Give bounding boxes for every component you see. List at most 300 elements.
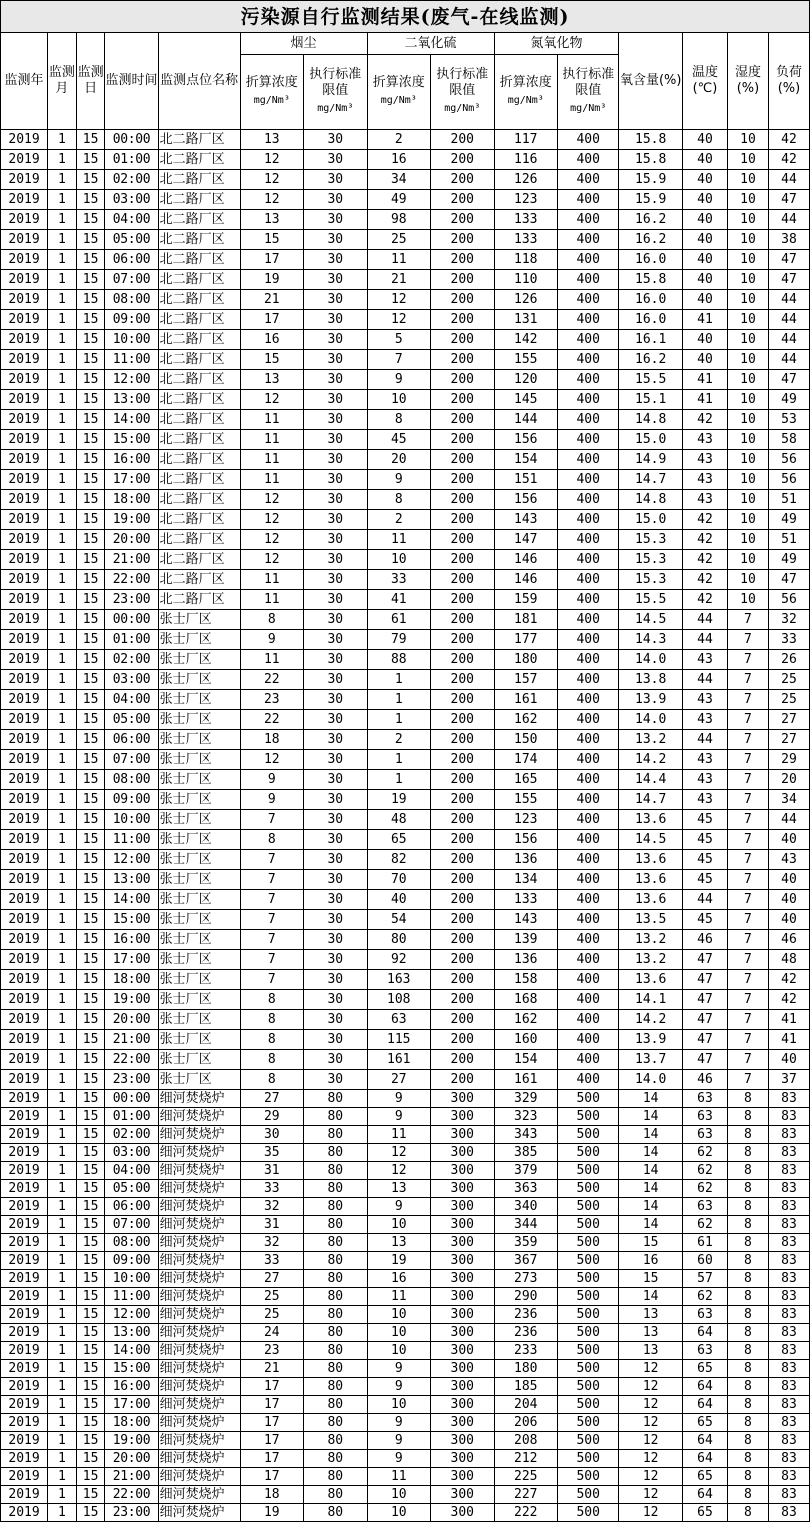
cell-temp: 43 [682,690,727,710]
cell-load: 42 [768,150,809,170]
cell-dust-conc: 31 [240,1216,303,1234]
cell-dust-conc: 27 [240,1090,303,1108]
header-row-groups [1,33,810,55]
cell-year: 2019 [1,510,48,530]
cell-load: 40 [768,830,809,850]
cell-nox-conc: 155 [494,350,557,370]
cell-load: 27 [768,730,809,750]
cell-month: 1 [48,270,77,290]
table-row [1,770,810,790]
cell-load: 29 [768,750,809,770]
cell-so2-conc: 12 [367,310,430,330]
cell-nox-conc: 208 [494,1432,557,1450]
cell-time: 01:00 [105,150,158,170]
cell-site: 张士厂区 [158,830,240,850]
cell-load: 48 [768,950,809,970]
cell-so2-conc: 19 [367,1252,430,1270]
cell-site: 细河焚烧炉 [158,1504,240,1522]
cell-so2-limit: 200 [431,930,495,950]
cell-time: 14:00 [105,890,158,910]
cell-time: 14:00 [105,1342,158,1360]
cell-nox-conc: 117 [494,130,557,150]
header-nox-conc-label: 折算浓度 [499,75,552,90]
cell-so2-conc: 10 [367,1306,430,1324]
table-row [1,250,810,270]
cell-humidity: 7 [727,770,768,790]
cell-temp: 40 [682,290,727,310]
header-group-dust: 烟尘 [240,33,367,55]
cell-time: 19:00 [105,1432,158,1450]
cell-time: 22:00 [105,1050,158,1070]
cell-temp: 42 [682,570,727,590]
cell-nox-conc: 145 [494,390,557,410]
header-time: 监测时间 [105,33,158,130]
cell-humidity: 10 [727,590,768,610]
cell-oxygen: 15.5 [619,590,682,610]
cell-nox-limit: 400 [558,230,619,250]
cell-dust-conc: 21 [240,1360,303,1378]
cell-dust-limit: 30 [304,650,368,670]
cell-nox-limit: 400 [558,350,619,370]
cell-humidity: 10 [727,530,768,550]
cell-oxygen: 15.0 [619,430,682,450]
table-row [1,1432,810,1450]
cell-oxygen: 13.2 [619,930,682,950]
cell-month: 1 [48,1306,77,1324]
cell-so2-conc: 12 [367,1144,430,1162]
cell-nox-limit: 400 [558,150,619,170]
table-row [1,870,810,890]
cell-site: 张士厂区 [158,990,240,1010]
cell-month: 1 [48,630,77,650]
header-temp: 温度(℃) [682,33,727,130]
cell-oxygen: 13.2 [619,730,682,750]
cell-year: 2019 [1,590,48,610]
cell-site: 北二路厂区 [158,190,240,210]
cell-time: 19:00 [105,510,158,530]
cell-load: 25 [768,670,809,690]
cell-dust-conc: 12 [240,510,303,530]
cell-dust-limit: 30 [304,570,368,590]
table-row [1,450,810,470]
cell-site: 细河焚烧炉 [158,1432,240,1450]
table-row [1,1378,810,1396]
cell-dust-conc: 32 [240,1234,303,1252]
cell-site: 细河焚烧炉 [158,1414,240,1432]
cell-humidity: 8 [727,1414,768,1432]
cell-temp: 40 [682,270,727,290]
cell-month: 1 [48,1180,77,1198]
cell-month: 1 [48,1378,77,1396]
cell-dust-limit: 30 [304,910,368,930]
cell-temp: 45 [682,850,727,870]
cell-day: 15 [76,850,105,870]
header-so2-limit-unit: mg/Nm³ [444,103,481,114]
cell-month: 1 [48,890,77,910]
cell-day: 15 [76,1504,105,1522]
cell-dust-conc: 17 [240,310,303,330]
cell-dust-limit: 30 [304,470,368,490]
cell-nox-conc: 150 [494,730,557,750]
cell-dust-limit: 30 [304,150,368,170]
cell-humidity: 8 [727,1162,768,1180]
cell-site: 细河焚烧炉 [158,1468,240,1486]
cell-dust-conc: 8 [240,990,303,1010]
cell-load: 56 [768,590,809,610]
header-so2-conc-label: 折算浓度 [372,75,425,90]
cell-time: 13:00 [105,1324,158,1342]
cell-so2-conc: 80 [367,930,430,950]
cell-humidity: 10 [727,430,768,450]
cell-temp: 40 [682,170,727,190]
cell-nox-limit: 400 [558,990,619,1010]
cell-year: 2019 [1,1450,48,1468]
cell-nox-limit: 400 [558,1010,619,1030]
cell-month: 1 [48,670,77,690]
table-row [1,710,810,730]
cell-time: 00:00 [105,1090,158,1108]
cell-time: 09:00 [105,1252,158,1270]
table-row [1,1252,810,1270]
cell-dust-conc: 12 [240,150,303,170]
cell-day: 15 [76,350,105,370]
table-row [1,1486,810,1504]
cell-load: 47 [768,250,809,270]
cell-site: 张士厂区 [158,1030,240,1050]
cell-month: 1 [48,1252,77,1270]
cell-nox-conc: 154 [494,450,557,470]
cell-site: 张士厂区 [158,730,240,750]
header-so2-limit-label: 执行标准限值 [436,67,489,98]
cell-day: 15 [76,830,105,850]
cell-temp: 65 [682,1504,727,1522]
cell-month: 1 [48,410,77,430]
table-row [1,210,810,230]
cell-humidity: 8 [727,1360,768,1378]
cell-temp: 40 [682,350,727,370]
cell-oxygen: 12 [619,1360,682,1378]
cell-load: 83 [768,1414,809,1432]
cell-nox-conc: 161 [494,1070,557,1090]
cell-dust-conc: 22 [240,670,303,690]
cell-nox-conc: 126 [494,170,557,190]
cell-year: 2019 [1,1162,48,1180]
cell-dust-limit: 80 [304,1288,368,1306]
cell-oxygen: 13 [619,1306,682,1324]
cell-dust-limit: 30 [304,930,368,950]
cell-year: 2019 [1,370,48,390]
cell-humidity: 10 [727,270,768,290]
cell-load: 42 [768,970,809,990]
table-row [1,330,810,350]
cell-site: 细河焚烧炉 [158,1108,240,1126]
cell-day: 15 [76,970,105,990]
cell-site: 北二路厂区 [158,590,240,610]
cell-site: 北二路厂区 [158,570,240,590]
cell-time: 10:00 [105,330,158,350]
cell-temp: 47 [682,970,727,990]
cell-so2-limit: 200 [431,370,495,390]
cell-time: 10:00 [105,1270,158,1288]
cell-dust-conc: 7 [240,850,303,870]
cell-dust-conc: 17 [240,250,303,270]
cell-month: 1 [48,850,77,870]
cell-month: 1 [48,590,77,610]
cell-temp: 43 [682,770,727,790]
cell-so2-limit: 200 [431,250,495,270]
table-row [1,990,810,1010]
cell-load: 83 [768,1108,809,1126]
cell-month: 1 [48,570,77,590]
cell-dust-conc: 11 [240,570,303,590]
cell-so2-limit: 200 [431,190,495,210]
cell-humidity: 7 [727,1050,768,1070]
cell-nox-limit: 400 [558,250,619,270]
cell-day: 15 [76,530,105,550]
cell-dust-conc: 17 [240,1378,303,1396]
cell-so2-conc: 12 [367,290,430,310]
cell-month: 1 [48,1216,77,1234]
cell-dust-limit: 30 [304,390,368,410]
cell-dust-limit: 80 [304,1396,368,1414]
cell-so2-limit: 300 [431,1360,495,1378]
cell-day: 15 [76,1090,105,1108]
cell-site: 细河焚烧炉 [158,1180,240,1198]
cell-oxygen: 16.2 [619,350,682,370]
cell-temp: 62 [682,1288,727,1306]
cell-temp: 65 [682,1414,727,1432]
cell-oxygen: 15.3 [619,550,682,570]
cell-time: 08:00 [105,1234,158,1252]
cell-site: 北二路厂区 [158,130,240,150]
cell-load: 32 [768,610,809,630]
cell-dust-conc: 12 [240,530,303,550]
cell-oxygen: 13.9 [619,1030,682,1050]
cell-dust-limit: 80 [304,1162,368,1180]
table-row [1,1234,810,1252]
cell-oxygen: 16.0 [619,310,682,330]
cell-oxygen: 14.0 [619,1070,682,1090]
cell-oxygen: 15.8 [619,130,682,150]
cell-nox-limit: 500 [558,1306,619,1324]
table-row [1,570,810,590]
cell-so2-conc: 115 [367,1030,430,1050]
cell-day: 15 [76,430,105,450]
cell-site: 北二路厂区 [158,410,240,430]
cell-so2-conc: 16 [367,1270,430,1288]
cell-so2-limit: 200 [431,790,495,810]
cell-so2-limit: 300 [431,1090,495,1108]
header-nox-limit [558,55,619,130]
cell-so2-conc: 9 [367,1108,430,1126]
cell-so2-conc: 1 [367,770,430,790]
cell-load: 83 [768,1162,809,1180]
cell-year: 2019 [1,750,48,770]
cell-load: 83 [768,1486,809,1504]
cell-day: 15 [76,630,105,650]
cell-time: 05:00 [105,230,158,250]
cell-day: 15 [76,1306,105,1324]
cell-nox-limit: 500 [558,1108,619,1126]
cell-oxygen: 14 [619,1108,682,1126]
cell-nox-limit: 500 [558,1180,619,1198]
cell-nox-conc: 180 [494,650,557,670]
cell-dust-limit: 30 [304,770,368,790]
cell-oxygen: 15.9 [619,170,682,190]
cell-year: 2019 [1,610,48,630]
cell-day: 15 [76,1468,105,1486]
cell-oxygen: 12 [619,1396,682,1414]
cell-temp: 64 [682,1396,727,1414]
cell-month: 1 [48,1432,77,1450]
cell-humidity: 10 [727,130,768,150]
cell-site: 北二路厂区 [158,530,240,550]
cell-temp: 43 [682,450,727,470]
table-row [1,730,810,750]
cell-dust-conc: 12 [240,190,303,210]
cell-humidity: 7 [727,1030,768,1050]
cell-so2-conc: 11 [367,1126,430,1144]
cell-nox-limit: 400 [558,710,619,730]
cell-so2-conc: 63 [367,1010,430,1030]
table-row [1,1070,810,1090]
table-row [1,1144,810,1162]
cell-year: 2019 [1,1180,48,1198]
cell-day: 15 [76,1126,105,1144]
cell-dust-limit: 30 [304,550,368,570]
cell-oxygen: 15.8 [619,150,682,170]
cell-site: 北二路厂区 [158,230,240,250]
cell-dust-limit: 80 [304,1216,368,1234]
cell-humidity: 10 [727,290,768,310]
cell-dust-conc: 11 [240,430,303,450]
cell-nox-limit: 400 [558,730,619,750]
table-row [1,610,810,630]
cell-dust-limit: 30 [304,370,368,390]
cell-nox-limit: 400 [558,570,619,590]
cell-so2-limit: 300 [431,1144,495,1162]
cell-time: 07:00 [105,270,158,290]
cell-so2-limit: 200 [431,330,495,350]
cell-load: 42 [768,990,809,1010]
cell-load: 83 [768,1252,809,1270]
cell-load: 83 [768,1198,809,1216]
cell-time: 19:00 [105,990,158,1010]
cell-load: 49 [768,510,809,530]
table-row [1,670,810,690]
cell-so2-limit: 200 [431,130,495,150]
header-group-so2: 二氧化硫 [367,33,494,55]
cell-so2-conc: 88 [367,650,430,670]
cell-load: 44 [768,810,809,830]
cell-year: 2019 [1,1324,48,1342]
cell-load: 41 [768,1010,809,1030]
cell-month: 1 [48,1198,77,1216]
cell-temp: 64 [682,1486,727,1504]
header-month: 监测月 [48,33,77,130]
cell-load: 83 [768,1288,809,1306]
cell-nox-limit: 400 [558,810,619,830]
cell-nox-conc: 181 [494,610,557,630]
cell-humidity: 7 [727,970,768,990]
cell-time: 17:00 [105,950,158,970]
cell-humidity: 8 [727,1342,768,1360]
cell-site: 北二路厂区 [158,370,240,390]
cell-year: 2019 [1,1144,48,1162]
cell-oxygen: 14.7 [619,470,682,490]
cell-year: 2019 [1,1270,48,1288]
cell-so2-conc: 20 [367,450,430,470]
cell-site: 细河焚烧炉 [158,1270,240,1288]
header-nox-limit-unit: mg/Nm³ [570,103,607,114]
table-row [1,530,810,550]
cell-day: 15 [76,170,105,190]
cell-load: 83 [768,1324,809,1342]
cell-time: 06:00 [105,730,158,750]
cell-site: 张士厂区 [158,1010,240,1030]
table-row [1,790,810,810]
cell-so2-conc: 41 [367,590,430,610]
cell-so2-conc: 79 [367,630,430,650]
cell-temp: 44 [682,610,727,630]
cell-nox-conc: 136 [494,850,557,870]
cell-dust-conc: 13 [240,370,303,390]
cell-dust-conc: 7 [240,950,303,970]
cell-load: 27 [768,710,809,730]
cell-so2-limit: 200 [431,350,495,370]
cell-dust-limit: 30 [304,230,368,250]
cell-so2-conc: 40 [367,890,430,910]
cell-humidity: 8 [727,1180,768,1198]
cell-nox-conc: 156 [494,830,557,850]
cell-nox-limit: 400 [558,330,619,350]
cell-day: 15 [76,570,105,590]
cell-nox-limit: 500 [558,1288,619,1306]
cell-nox-limit: 400 [558,1070,619,1090]
cell-dust-conc: 35 [240,1144,303,1162]
cell-so2-limit: 200 [431,150,495,170]
cell-dust-conc: 29 [240,1108,303,1126]
cell-temp: 42 [682,410,727,430]
cell-so2-limit: 300 [431,1504,495,1522]
cell-dust-conc: 23 [240,1342,303,1360]
cell-site: 张士厂区 [158,750,240,770]
cell-day: 15 [76,610,105,630]
cell-temp: 42 [682,550,727,570]
cell-site: 细河焚烧炉 [158,1234,240,1252]
cell-year: 2019 [1,650,48,670]
cell-temp: 63 [682,1306,727,1324]
cell-year: 2019 [1,270,48,290]
cell-temp: 40 [682,210,727,230]
cell-oxygen: 12 [619,1432,682,1450]
cell-temp: 44 [682,630,727,650]
cell-so2-conc: 9 [367,1414,430,1432]
table-row [1,890,810,910]
cell-nox-limit: 400 [558,870,619,890]
cell-so2-conc: 13 [367,1234,430,1252]
cell-humidity: 10 [727,310,768,330]
cell-day: 15 [76,1010,105,1030]
cell-humidity: 7 [727,890,768,910]
cell-humidity: 10 [727,410,768,430]
cell-dust-limit: 30 [304,950,368,970]
cell-nox-conc: 133 [494,210,557,230]
cell-load: 83 [768,1396,809,1414]
cell-temp: 65 [682,1360,727,1378]
cell-so2-conc: 10 [367,1216,430,1234]
cell-so2-conc: 12 [367,1162,430,1180]
